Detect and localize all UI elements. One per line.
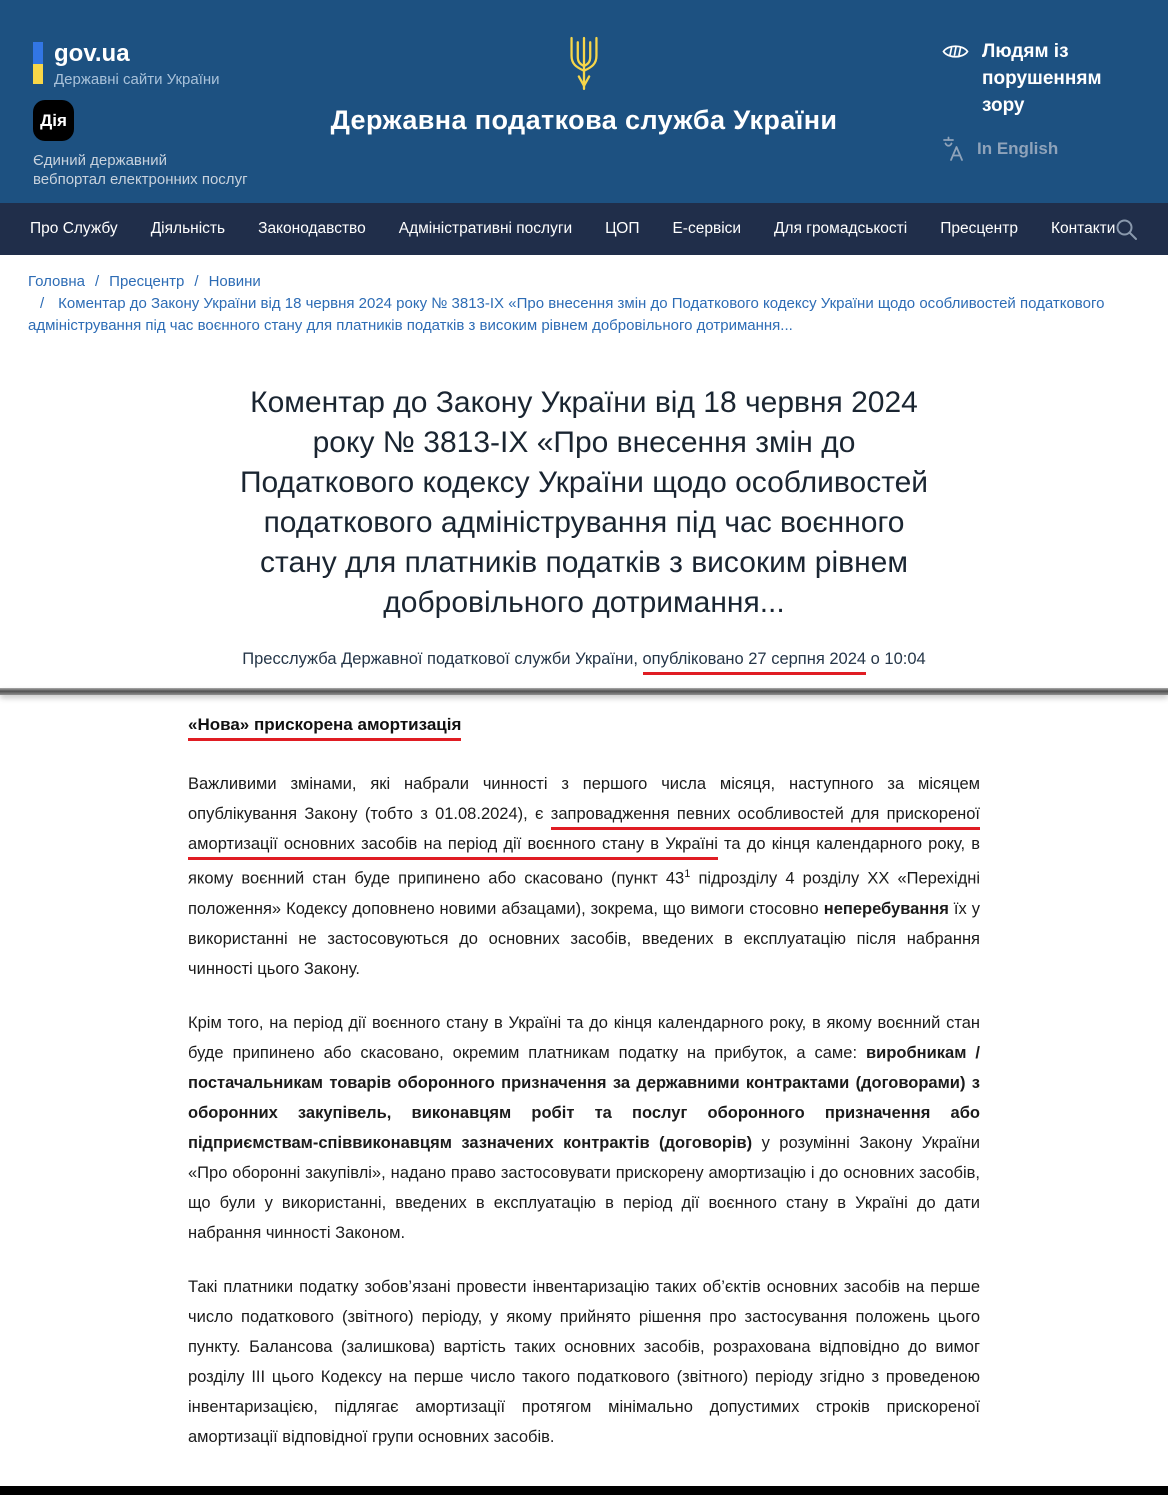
nav-item-3[interactable]: Адміністративні послуги (398, 220, 573, 237)
nav-item-1[interactable]: Діяльність (150, 220, 226, 237)
published-date: опубліковано 27 серпня 2024 (643, 650, 867, 675)
accessibility-link[interactable] (942, 38, 1132, 119)
breadcrumb-link-1[interactable]: Пресцентр (109, 273, 185, 290)
search-icon[interactable] (1115, 218, 1138, 241)
trident-emblem-icon (565, 36, 603, 92)
page-title: Коментар до Закону України від 18 червня 2024 року № 3813-IX «Про внесення змін до Податкового кодексу України щодо особливостей податкового адміністрування під час воєнного стану для платників податків з високим рівнем добровільного дотримання... (239, 386, 929, 619)
main-nav (0, 203, 1168, 255)
nav-item-8[interactable]: Контакти (1050, 220, 1116, 237)
published-time: о 10:04 (866, 650, 926, 668)
govua-subtitle: Державні сайти України (54, 71, 220, 88)
language-label: In English (977, 139, 1059, 158)
eye-icon (942, 42, 969, 61)
nav-item-7[interactable]: Пресцентр (940, 220, 1018, 237)
govua-brand: gov.ua (54, 40, 130, 67)
translate-icon (942, 136, 966, 162)
nav-item-2[interactable]: Законодавство (258, 220, 366, 237)
byline-author: Пресслужба Державної податкової служби України, (242, 650, 643, 668)
section-heading: «Нова» прискорена амортизація (188, 715, 980, 735)
article-body (188, 695, 980, 1492)
nav-item-6[interactable]: Для громадськості (774, 220, 908, 237)
breadcrumb-link-0[interactable]: Головна (28, 273, 85, 290)
nav-item-0[interactable]: Про Службу (30, 220, 118, 237)
diia-subtitle: Єдиний державний вебпортал електронних послуг (33, 152, 248, 188)
nav-item-4[interactable]: ЦОП (605, 220, 640, 237)
site-title[interactable]: Державна податкова служба України (330, 105, 838, 135)
byline (0, 650, 1168, 669)
breadcrumb-separator: / (40, 295, 45, 312)
diia-logo[interactable] (33, 100, 74, 141)
accessibility-label: Людям із порушенням зору (982, 41, 1102, 116)
ukraine-flag-icon (33, 42, 43, 84)
article-paragraph: Крім того, на період дії воєнного стану в Україні та до кінця календарного року, в якому воєнний стан буде припинено або скасовано, окремим платникам податку на прибуток, а саме: виробникам / постачальникам товарів оборонного призначення за державними контрактами (договорами) з оборонних закупівель, виконавцям робіт та послуг оборонного призначення або підприємствам-співвиконавцям зазначених контрактів (договорів) у розумінні Закону України «Про оборонні закупівлі», надано право застосовувати прискорену амортизацію і до основних засобів, що були у використанні, введених в експлуатацію в період дії воєнного стану в Україні до дати набрання чинності Законом. (188, 1013, 980, 1242)
language-link[interactable] (942, 136, 1132, 162)
nav-item-5[interactable]: Е-сервіси (672, 220, 742, 237)
article-paragraph: Такі платники податку зобов’язані провести інвентаризацію таких об’єктів основних засобів на перше число податкового (звітного) періоду, у якому прийнято рішення про застосування положень цього пункту. Балансова (залишкова) вартість таких основних засобів, розрахована відповідно до вимог розділу ІІІ цього Кодексу на перше число такого податкового (звітного) періоду згідно з проведеною інвентаризацією, підлягає амортизації протягом мінімально допустимих строків прискореної амортизації відповідної групи основних засобів. (188, 1277, 980, 1446)
site-header (0, 0, 1168, 203)
article-paragraph: Важливими змінами, які набрали чинності з першого числа місяця, наступного за місяцем опублікування Закону (тобто з 01.08.2024), є запровадження певних особливостей для прискореної амортизації основних засобів на період дії воєнного стану в Україні та до кінця календарного року, в якому воєнний стан буде припинено або скасовано (пункт $43^1$ підрозділу 4 розділу ХХ «Перехідні положення» Кодексу доповнено новими абзацами), зокрема, що вимоги стосовно неперебування їх у використанні не застосовуються до основних засобів, введених в експлуатацію після набрання чинності цього Закону. (188, 775, 980, 978)
breadcrumb (0, 255, 1168, 337)
diia-logo-label: Дія (40, 110, 67, 130)
govua-logo[interactable] (33, 42, 220, 88)
footer-edge (0, 1486, 1168, 1495)
divider (0, 688, 1168, 695)
breadcrumb-link-2[interactable]: Новини (208, 273, 261, 290)
breadcrumb-separator: / (194, 273, 199, 290)
breadcrumb-current: / Коментар до Закону України від 18 червня 2024 року № 3813-IX «Про внесення змін до Податкового кодексу України щодо особливостей податкового адміністрування під час воєнного стану для платників податків з високим рівнем добровільного дотримання... (28, 295, 1105, 334)
breadcrumb-separator: / (95, 273, 100, 290)
